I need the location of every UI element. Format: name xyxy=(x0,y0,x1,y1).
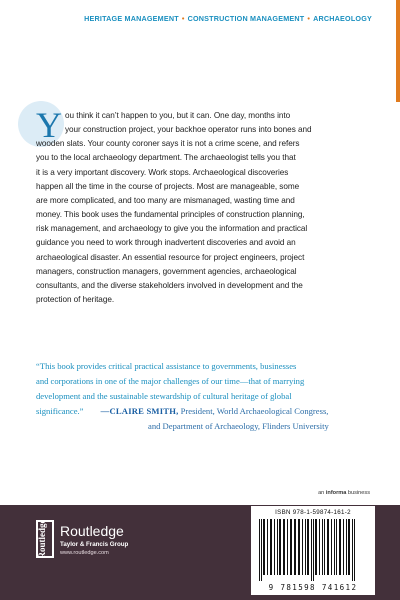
quote-last-line: significance.” xyxy=(36,406,84,417)
barcode-bar xyxy=(324,519,325,575)
dropcap-letter: Y xyxy=(36,105,62,145)
description-line: consultants, and the diverse stakeholders involved in development and the xyxy=(36,280,303,290)
category-archaeology: ARCHAEOLOGY xyxy=(313,14,372,23)
quote-affiliation-line xyxy=(36,419,376,434)
description-line: archaeological disaster. An essential resource for project engineers, project xyxy=(36,252,305,262)
category-construction: CONSTRUCTION MANAGEMENT xyxy=(187,14,305,23)
barcode-bar xyxy=(348,519,350,575)
barcode-bar xyxy=(354,519,355,581)
barcode-bar xyxy=(352,519,353,581)
barcode-graphic xyxy=(257,519,369,581)
description-line: money. This book uses the fundamental principles of construction planning, xyxy=(36,210,305,220)
publisher-name: Routledge xyxy=(60,523,124,539)
barcode-bar xyxy=(331,519,332,575)
barcode-bar xyxy=(294,519,296,575)
barcode-bar xyxy=(313,519,314,581)
quote-line: “This book provides critical practical assistance to governments, businesses xyxy=(36,361,297,371)
quote-line: and corporations in one of the major challenges of our time—that of marrying xyxy=(36,376,305,387)
barcode-bar xyxy=(270,519,272,575)
barcode-bar xyxy=(336,519,337,575)
barcode-bar xyxy=(311,519,312,581)
isbn-label: ISBN 978-1-59874-161-2 xyxy=(275,509,351,516)
category-header xyxy=(84,14,372,23)
barcode-bar xyxy=(261,519,262,581)
orange-accent-bar xyxy=(396,0,400,102)
barcode-bar xyxy=(290,519,292,575)
barcode-panel xyxy=(251,506,375,595)
publisher-url: www.routledge.com xyxy=(60,550,109,556)
barcode-bar xyxy=(277,519,278,575)
description-line: you to the local archaeology department. The archaeologist tells you that xyxy=(36,153,296,163)
publisher-group: Taylor & Francis Group xyxy=(60,541,129,548)
barcode-bar xyxy=(307,519,309,575)
barcode-bar xyxy=(298,519,300,575)
quote-line: development and the sustainable stewardship of cultural heritage of global xyxy=(36,391,292,402)
quote-attribution-line xyxy=(36,404,376,419)
barcode-bar xyxy=(279,519,281,575)
description-line: happen all the time in the course of projects. Most are manageable, some xyxy=(36,181,300,191)
barcode-bar xyxy=(319,519,320,575)
ean-digits: 9 781598 741612 xyxy=(268,583,358,592)
description-line: wooden slats. Your county coroner says it is not a crime scene, and refers xyxy=(36,139,300,149)
book-description xyxy=(36,105,368,307)
barcode-bar xyxy=(322,519,323,575)
barcode-bar xyxy=(327,519,329,575)
description-line: are more complicated, and too many are mismanaged, wasting time and xyxy=(36,195,295,205)
barcode-bar xyxy=(343,519,344,575)
informa-prefix: an xyxy=(318,490,326,496)
barcode-bar xyxy=(346,519,347,575)
barcode-bar xyxy=(263,519,265,575)
barcode-bar xyxy=(305,519,306,575)
svg-text:Routledge: Routledge xyxy=(37,520,47,558)
barcode-bar xyxy=(267,519,268,575)
barcode-bar xyxy=(274,519,275,575)
description-line: your construction project, your backhoe operator runs into bones and xyxy=(65,125,312,135)
barcode-bar xyxy=(315,519,317,575)
barcode-bar xyxy=(339,519,341,575)
barcode-bar xyxy=(259,519,260,581)
category-separator: • xyxy=(307,14,311,23)
category-heritage: HERITAGE MANAGEMENT xyxy=(84,14,179,23)
description-line: risk management, and archaeology to give you the information and practical xyxy=(36,224,308,234)
barcode-bar xyxy=(334,519,335,575)
category-separator: • xyxy=(181,14,185,23)
barcode-bar xyxy=(287,519,288,575)
quote-affiliation: and Department of Archaeology, Flinders University xyxy=(148,421,329,432)
endorsement-quote xyxy=(36,359,376,434)
quote-author-title: President, World Archaeological Congress, xyxy=(180,406,329,417)
description-line: protection of heritage. xyxy=(36,295,115,305)
informa-brand: informa xyxy=(325,490,347,496)
barcode-bar xyxy=(283,519,285,575)
informa-business-mark xyxy=(318,490,370,496)
description-line: ou think it can’t happen to you, but it can. One day, months into xyxy=(65,111,291,120)
description-line: guidance you need to work through inadvertent discoveries and avoid an xyxy=(36,238,296,248)
barcode-bar xyxy=(302,519,303,575)
routledge-logo-icon xyxy=(36,520,54,558)
informa-suffix: business xyxy=(346,490,370,496)
description-line: it is a very important discovery. Work stops. Archaeological discoveries xyxy=(36,167,289,177)
description-line: managers, construction managers, government agencies, archaeological xyxy=(36,266,297,276)
quote-author: —CLAIRE SMITH, xyxy=(100,406,179,417)
